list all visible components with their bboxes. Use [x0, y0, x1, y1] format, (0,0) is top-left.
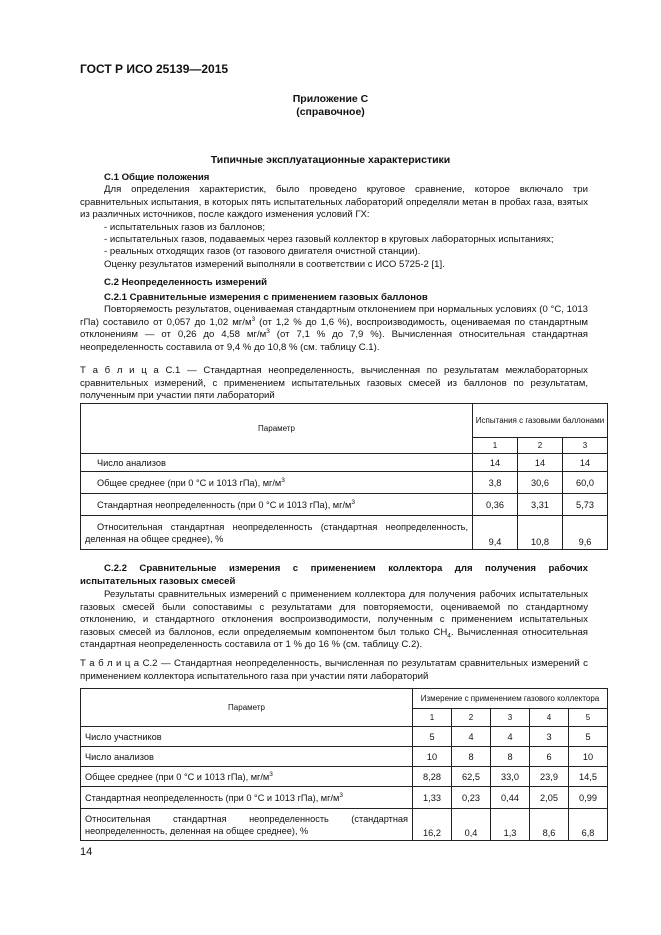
appendix-title: Приложение С: [292, 93, 369, 105]
table2-col-header: 2: [452, 709, 491, 727]
table1-caption: Т а б л и ц а С.1 — Стандартная неопределенность, вычисленная по результатам межлабораторных сравнительных измерений, с применением испытательных газовых смесей из баллонов по результатам, полученным при участии пяти лабораторий: [80, 365, 588, 401]
c22-heading: С.2.2 Сравнительные измерения с применением коллектора для получения рабочих испытательных газовых смесей: [80, 563, 588, 587]
table-row: Стандартная неопределенность (при 0 °С и 1013 гПа), $мг/м^3$ 0,36 3,31 5,73: [81, 494, 608, 516]
table2-caption: Т а б л и ц а С.2 — Стандартная неопределенность, вычисленная по результатам сравнительных измерений с применением коллектора испытательного газа при участии пяти лабораторий: [80, 658, 588, 682]
table-row: Число анализов 14 14 14: [81, 454, 608, 472]
table-row: Число участников 5 4 4 3 5: [81, 727, 608, 747]
c1-list-item: - реальных отходящих газов (от газового двигателя очистной станции).: [104, 246, 421, 257]
table-row: Относительная стандартная неопределенность (стандартная неопределенность, деленная на общее среднее), % 9,4 10,8 9,6: [81, 516, 608, 550]
table1-col-header: 2: [518, 438, 563, 454]
table-row: Стандартная неопределенность (при 0 °С и 1013 гПа), $мг/м^3$ 1,33 0,23 0,44 2,05 0,99: [81, 787, 608, 809]
c1-list-item: - испытательных газов из баллонов;: [104, 222, 266, 233]
table1-col-header: 3: [563, 438, 608, 454]
c1-paragraph-2: Оценку результатов измерений выполняли в соответствии с ИСО 5725-2 [1].: [104, 259, 445, 270]
table-row: Общее среднее (при 0 °С и 1013 гПа), $мг/м^3$ 3,8 30,6 60,0: [81, 472, 608, 494]
c1-heading: С.1 Общие положения: [104, 172, 210, 183]
table2-col-header: 3: [491, 709, 530, 727]
table-row: Относительная стандартная неопределенность (стандартная неопределенность, деленная на общее среднее), % 16,2 0,4 1,3 8,6 6,8: [81, 809, 608, 841]
section-title: Типичные эксплуатационные характеристики: [210, 154, 451, 166]
c21-heading: С.2.1 Сравнительные измерения с применением газовых баллонов: [104, 292, 428, 303]
table2-col-header: 4: [530, 709, 569, 727]
table1-param-header: Параметр: [81, 404, 473, 454]
document-header: ГОСТ Р ИСО 25139—2015: [80, 62, 229, 76]
table2-col-header: 5: [569, 709, 608, 727]
table1-col-header: 1: [473, 438, 518, 454]
table2-param-header: Параметр: [81, 689, 413, 727]
page-number: 14: [80, 846, 93, 858]
table2-col-header: 1: [413, 709, 452, 727]
table-row: Число анализов 10 8 8 6 10: [81, 747, 608, 767]
c2-heading: С.2 Неопределенность измерений: [104, 277, 268, 288]
c21-paragraph: Повторяемость результатов, оцениваемая стандартным отклонением при нормальных условиях (0 °С, 1013 гПа) составило от 0,057 до 1,02 $мг/м^3$ (от 1,2 % до 1,6 %), воспроизводимость, оцениваемая по стандартным отклонениям — от 0,26 до 4,58 $мг/м^3$ (от 7,1 % до 7,9 %). Вычисленная относительная стандартная неопределенность составила от 9,4 % до 10,8 % (см. таблицу С.1).: [80, 304, 588, 353]
table2: [80, 688, 608, 841]
appendix-subtitle: (справочное): [296, 106, 365, 118]
table-row: Общее среднее (при 0 °С и 1013 гПа), $мг/м^3$ 8,28 62,5 33,0 23,9 14,5: [81, 767, 608, 787]
c22-paragraph: Результаты сравнительных измерений с применением коллектора для получения рабочих испытательных газовых смесей были сопоставимы с результатами для повторяемости, оцениваемой по стандартному отклонению, и стандартного отклонения воспроизводимости, полученным с применением испытательных газовых смесей из баллонов, если определяемым компонентом был только СН4. Вычисленная относительная стандартная неопределенность составила от 1 % до 16 % (см. таблицу С.2).: [80, 589, 588, 650]
table1: [80, 403, 608, 550]
table1-group-header: Испытания с газовыми баллонами: [473, 404, 608, 438]
c1-paragraph: Для определения характеристик, было проведено круговое сравнение, которое включало три сравнительных испытания, в которых пять испытательных лабораторий определяли метан в пробах газа, взятых из различных источников, после каждого изменения условий ГХ:: [80, 184, 588, 220]
table2-group-header: Измерение с применением газового коллектора: [413, 689, 608, 709]
c1-list-item: - испытательных газов, подаваемых через газовый коллектор в круговых лабораторных испытаниях;: [104, 234, 554, 245]
